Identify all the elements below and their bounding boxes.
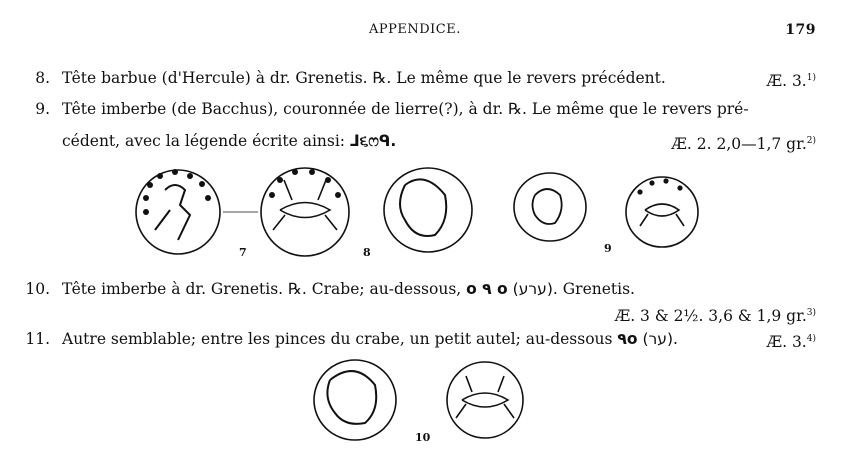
entry-text: Autre semblable; entre les pinces du crabe, un petit autel; au-dessous bbox=[62, 330, 613, 348]
entry-text: Tête imberbe (de Bacchus), couronnée de lierre(?), à dr. ℞. Le même que le revers pré- bbox=[62, 100, 749, 118]
footnote-mark: 2) bbox=[806, 136, 816, 146]
hebrew-legend: (ערע) bbox=[512, 280, 553, 298]
figure-caption-9: 9 bbox=[604, 242, 612, 255]
phoenician-legend: ۹ο bbox=[617, 330, 638, 348]
entry-text: Tête barbue (d'Hercule) à dr. Grenetis. ℞. Le même que le revers précédent. bbox=[62, 69, 666, 87]
hebrew-legend: (ער) bbox=[642, 330, 674, 348]
figure-caption-10: 10 bbox=[415, 431, 431, 444]
entry-number: 8. bbox=[35, 69, 50, 87]
figure-caption-7: 7 bbox=[239, 246, 247, 259]
reference: Æ. 3 & 2½. 3,6 & 1,9 gr. bbox=[614, 307, 807, 326]
footnote-mark: 1) bbox=[806, 73, 816, 83]
footnote-mark: 3) bbox=[806, 308, 816, 318]
entry-number: 9. bbox=[35, 100, 50, 118]
reference: Æ. 2. 2,0—1,7 gr. bbox=[671, 135, 807, 154]
entry-text-end: . bbox=[673, 330, 678, 348]
coin-10-reverse bbox=[447, 362, 523, 438]
entry-text-end: . Grenetis. bbox=[552, 280, 635, 298]
entry-text-continued: cédent, avec la légende écrite ainsi: bbox=[62, 132, 346, 150]
running-header: APPENDICE. bbox=[369, 22, 461, 37]
entry-text: Tête imberbe à dr. Grenetis. ℞. Crabe; au-dessous, bbox=[62, 280, 462, 298]
phoenician-legend: ᒧ૬ෆᑫ. bbox=[349, 132, 397, 150]
page-number: 179 bbox=[785, 22, 816, 38]
reference: Æ. 3. bbox=[766, 72, 807, 91]
reference: Æ. 3. bbox=[766, 333, 807, 352]
phoenician-legend: ο ۹ ο bbox=[466, 280, 508, 298]
footnote-mark: 4) bbox=[806, 334, 816, 344]
entry-number: 11. bbox=[25, 330, 50, 348]
figure-caption-8: 8 bbox=[363, 246, 371, 259]
entry-number: 10. bbox=[25, 280, 50, 298]
